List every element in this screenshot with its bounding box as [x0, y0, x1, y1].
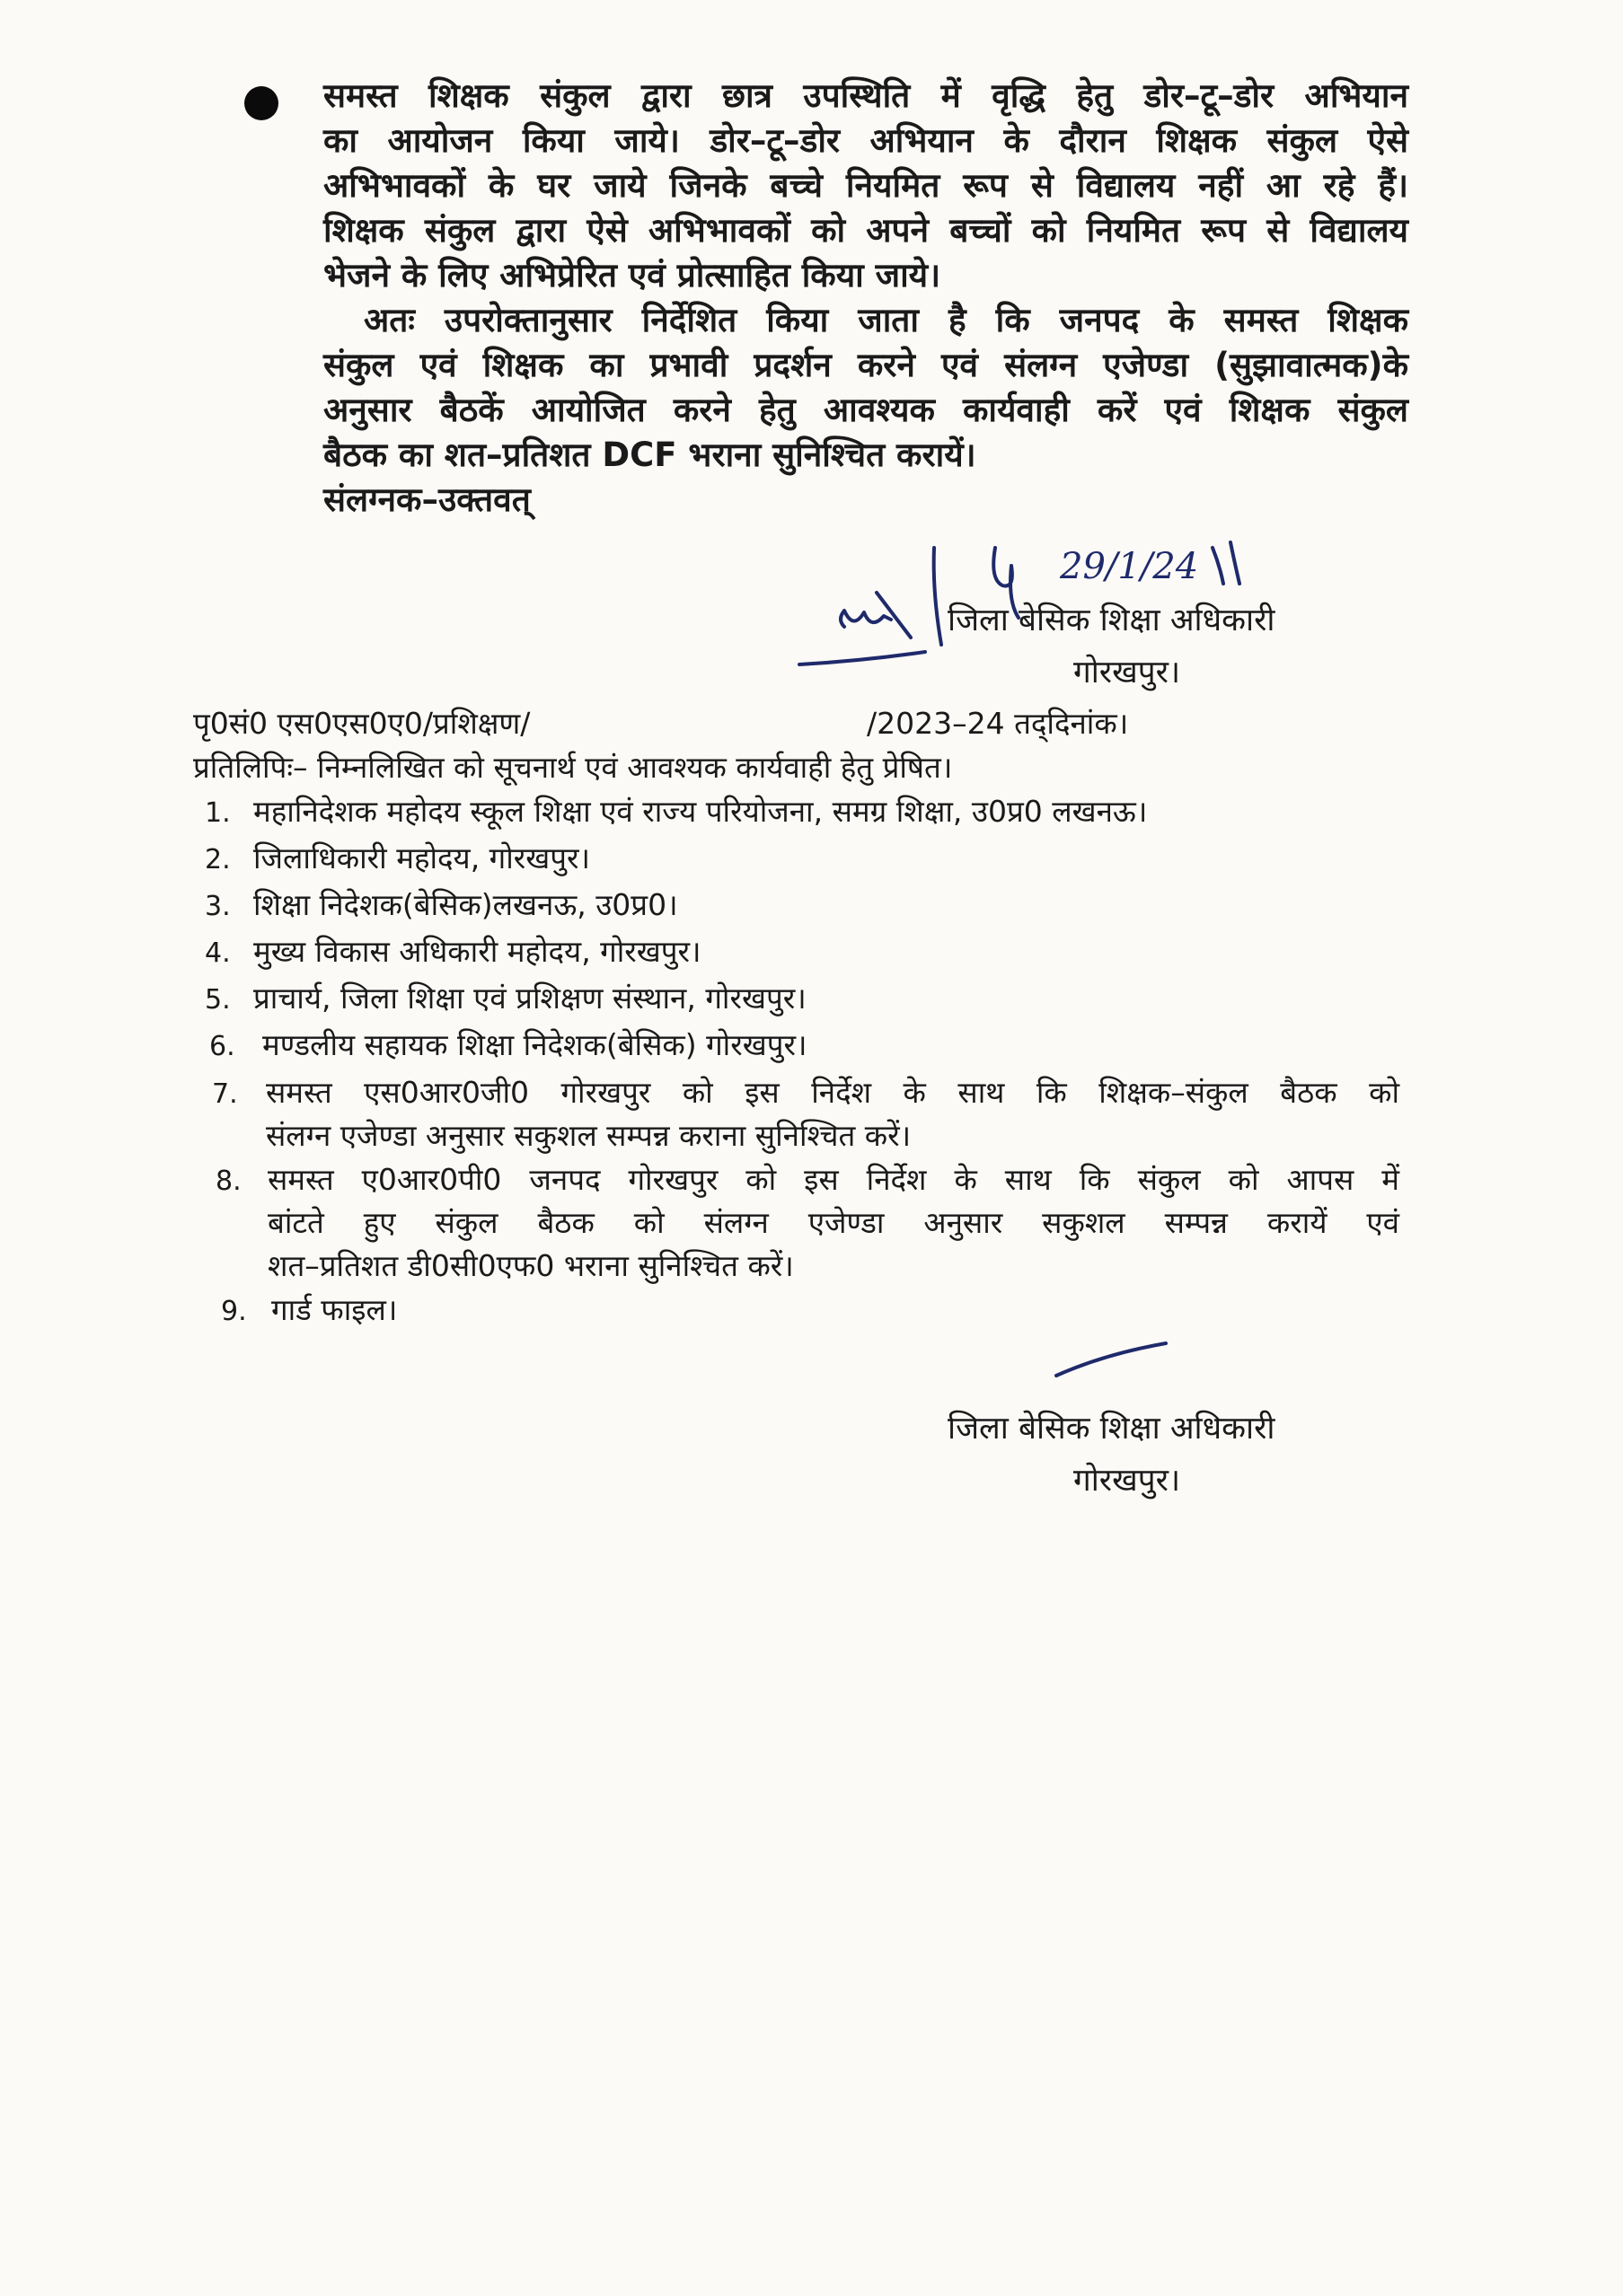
list-item-2: जिलाधिकारी महोदय, गोरखपुर।: [253, 840, 591, 875]
copy-intro: प्रतिलिपिः– निम्नलिखित को सूचनार्थ एवं आवश्यक कार्यवाही हेतु प्रेषित।: [193, 750, 953, 785]
list-item-7-line-2: संलग्न एजेण्डा अनुसार सकुशल सम्पन्न कराना सुनिश्चित करें।: [266, 1118, 912, 1153]
enclosure-note: संलग्नक–उक्तवत्: [323, 480, 531, 519]
para1-line-1: समस्त शिक्षक संकुल द्वारा छात्र उपस्थिति में वृद्धि हेतु डोर–टू–डोर अभियान: [323, 76, 1408, 115]
para2-line-2: संकुल एवं शिक्षक का प्रभावी प्रदर्शन करने एवं संलग्न एजेण्डा (सुझावात्मक)के: [323, 346, 1408, 384]
para2-line-4: बैठक का शत–प्रतिशत DCF भराना सुनिश्चित करायें।: [323, 435, 976, 474]
para1-line-3: अभिभावकों के घर जाये जिनके बच्चे नियमित रूप से विद्यालय नहीं आ रहे हैं।: [323, 166, 1408, 205]
list-number: 5.: [205, 984, 231, 1016]
list-item-7-line-1: समस्त एस0आर0जी0 गोरखपुर को इस निर्देश के साथ कि शिक्षक–संकुल बैठक को: [266, 1075, 1399, 1110]
signatory1-title: जिला बेसिक शिक्षा अधिकारी: [948, 603, 1275, 638]
bullet-point: [244, 86, 278, 120]
para1-line-4: शिक्षक संकुल द्वारा ऐसे अभिभावकों को अपने बच्चों को नियमित रूप से विद्यालय: [323, 211, 1408, 250]
signatory2-place: गोरखपुर।: [1073, 1463, 1181, 1499]
list-number: 9.: [221, 1296, 247, 1327]
list-number: 7.: [212, 1078, 238, 1110]
list-number: 6.: [209, 1031, 235, 1062]
para2-line-1: अतः उपरोक्तानुसार निर्देशित किया जाता है कि जनपद के समस्त शिक्षक: [364, 301, 1408, 339]
para1-line-2: का आयोजन किया जाये। डोर–टू–डोर अभियान के दौरान शिक्षक संकुल ऐसे: [323, 121, 1408, 160]
list-number: 4.: [205, 937, 231, 969]
list-number: 3.: [205, 891, 231, 922]
list-item-8-line-3: शत–प्रतिशत डी0सी0एफ0 भराना सुनिश्चित करें।: [268, 1248, 794, 1283]
list-item-5: प्राचार्य, जिला शिक्षा एवं प्रशिक्षण संस्थान, गोरखपुर।: [253, 981, 807, 1016]
list-item-9: गार्ड फाइल।: [271, 1292, 398, 1327]
list-item-1: महानिदेशक महोदय स्कूल शिक्षा एवं राज्य परियोजना, समग्र शिक्षा, उ0प्र0 लखनऊ।: [253, 794, 1148, 829]
list-item-8-line-2: बांटते हुए संकुल बैठक को संलग्न एजेण्डा अनुसार सकुशल सम्पन्न करायें एवं: [268, 1205, 1399, 1240]
list-item-8-line-1: समस्त ए0आर0पी0 जनपद गोरखपुर को इस निर्देश के साथ कि संकुल को आपस में: [268, 1162, 1399, 1197]
para2-line-3: अनुसार बैठकें आयोजित करने हेतु आवश्यक कार्यवाही करें एवं शिक्षक संकुल: [323, 391, 1408, 429]
signatory2-title: जिला बेसिक शिक्षा अधिकारी: [948, 1411, 1275, 1447]
para1-line-5: भेजने के लिए अभिप्रेरित एवं प्रोत्साहित किया जाये।: [323, 256, 941, 295]
handwritten-initial: [1051, 1336, 1186, 1381]
list-item-4: मुख्य विकास अधिकारी महोदय, गोरखपुर।: [253, 934, 701, 969]
list-number: 2.: [205, 844, 231, 875]
signatory1-place: गोरखपुर।: [1073, 655, 1181, 691]
list-item-6: मण्डलीय सहायक शिक्षा निदेशक(बेसिक) गोरखपुर।: [262, 1027, 807, 1062]
list-number: 1.: [205, 797, 231, 829]
signature-date: 29/1/24: [1060, 546, 1199, 587]
reference-year: /2023–24 तद्‌दिनांक।: [867, 706, 1129, 741]
list-item-3: शिक्षा निदेशक(बेसिक)लखनऊ, उ0प्र0।: [253, 887, 678, 922]
list-number: 8.: [216, 1166, 242, 1197]
reference-number: पृ0सं0 एस0एस0ए0/प्रशिक्षण/: [193, 706, 531, 741]
